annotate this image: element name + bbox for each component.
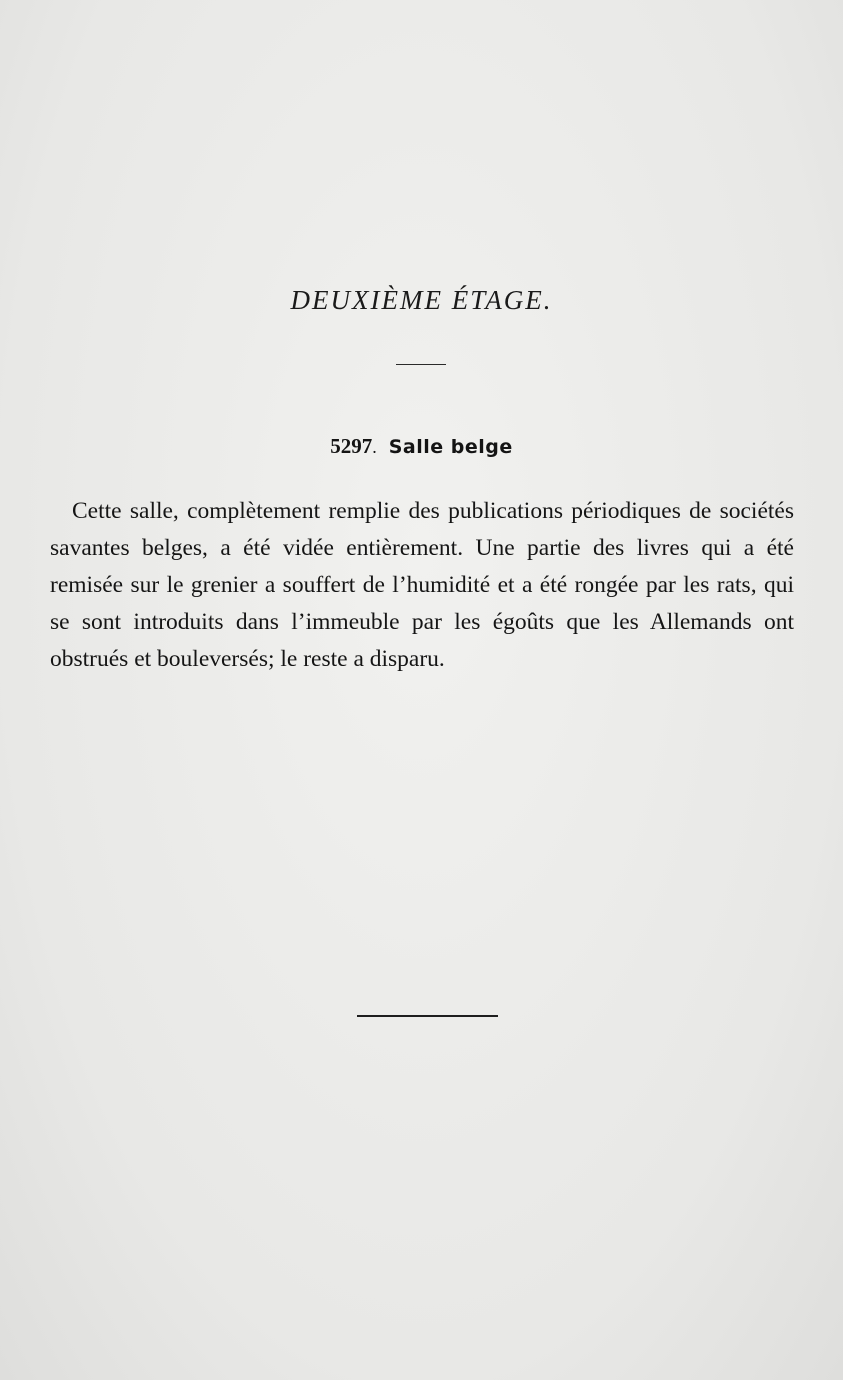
end-divider: [357, 1015, 498, 1017]
floor-heading: DEUXIÈME ÉTAGE.: [290, 285, 553, 315]
section-number: 5297: [330, 434, 373, 458]
short-divider: [396, 364, 446, 365]
body-paragraph: Cette salle, complètement remplie des publications périodiques de sociétés savantes belges, a été vidée entièrement. Une partie des livres qui a été remisée sur le grenier a souffert de l’humidité et a été rongée par les rats, qui se sont introduits dans l’immeuble par les égoûts que les Allemands ont obstrués et bouleversés; le reste a disparu.: [50, 498, 794, 672]
section-title: [0, 434, 843, 459]
section-name: Salle belge: [388, 436, 513, 458]
section-separator: .: [372, 437, 377, 457]
